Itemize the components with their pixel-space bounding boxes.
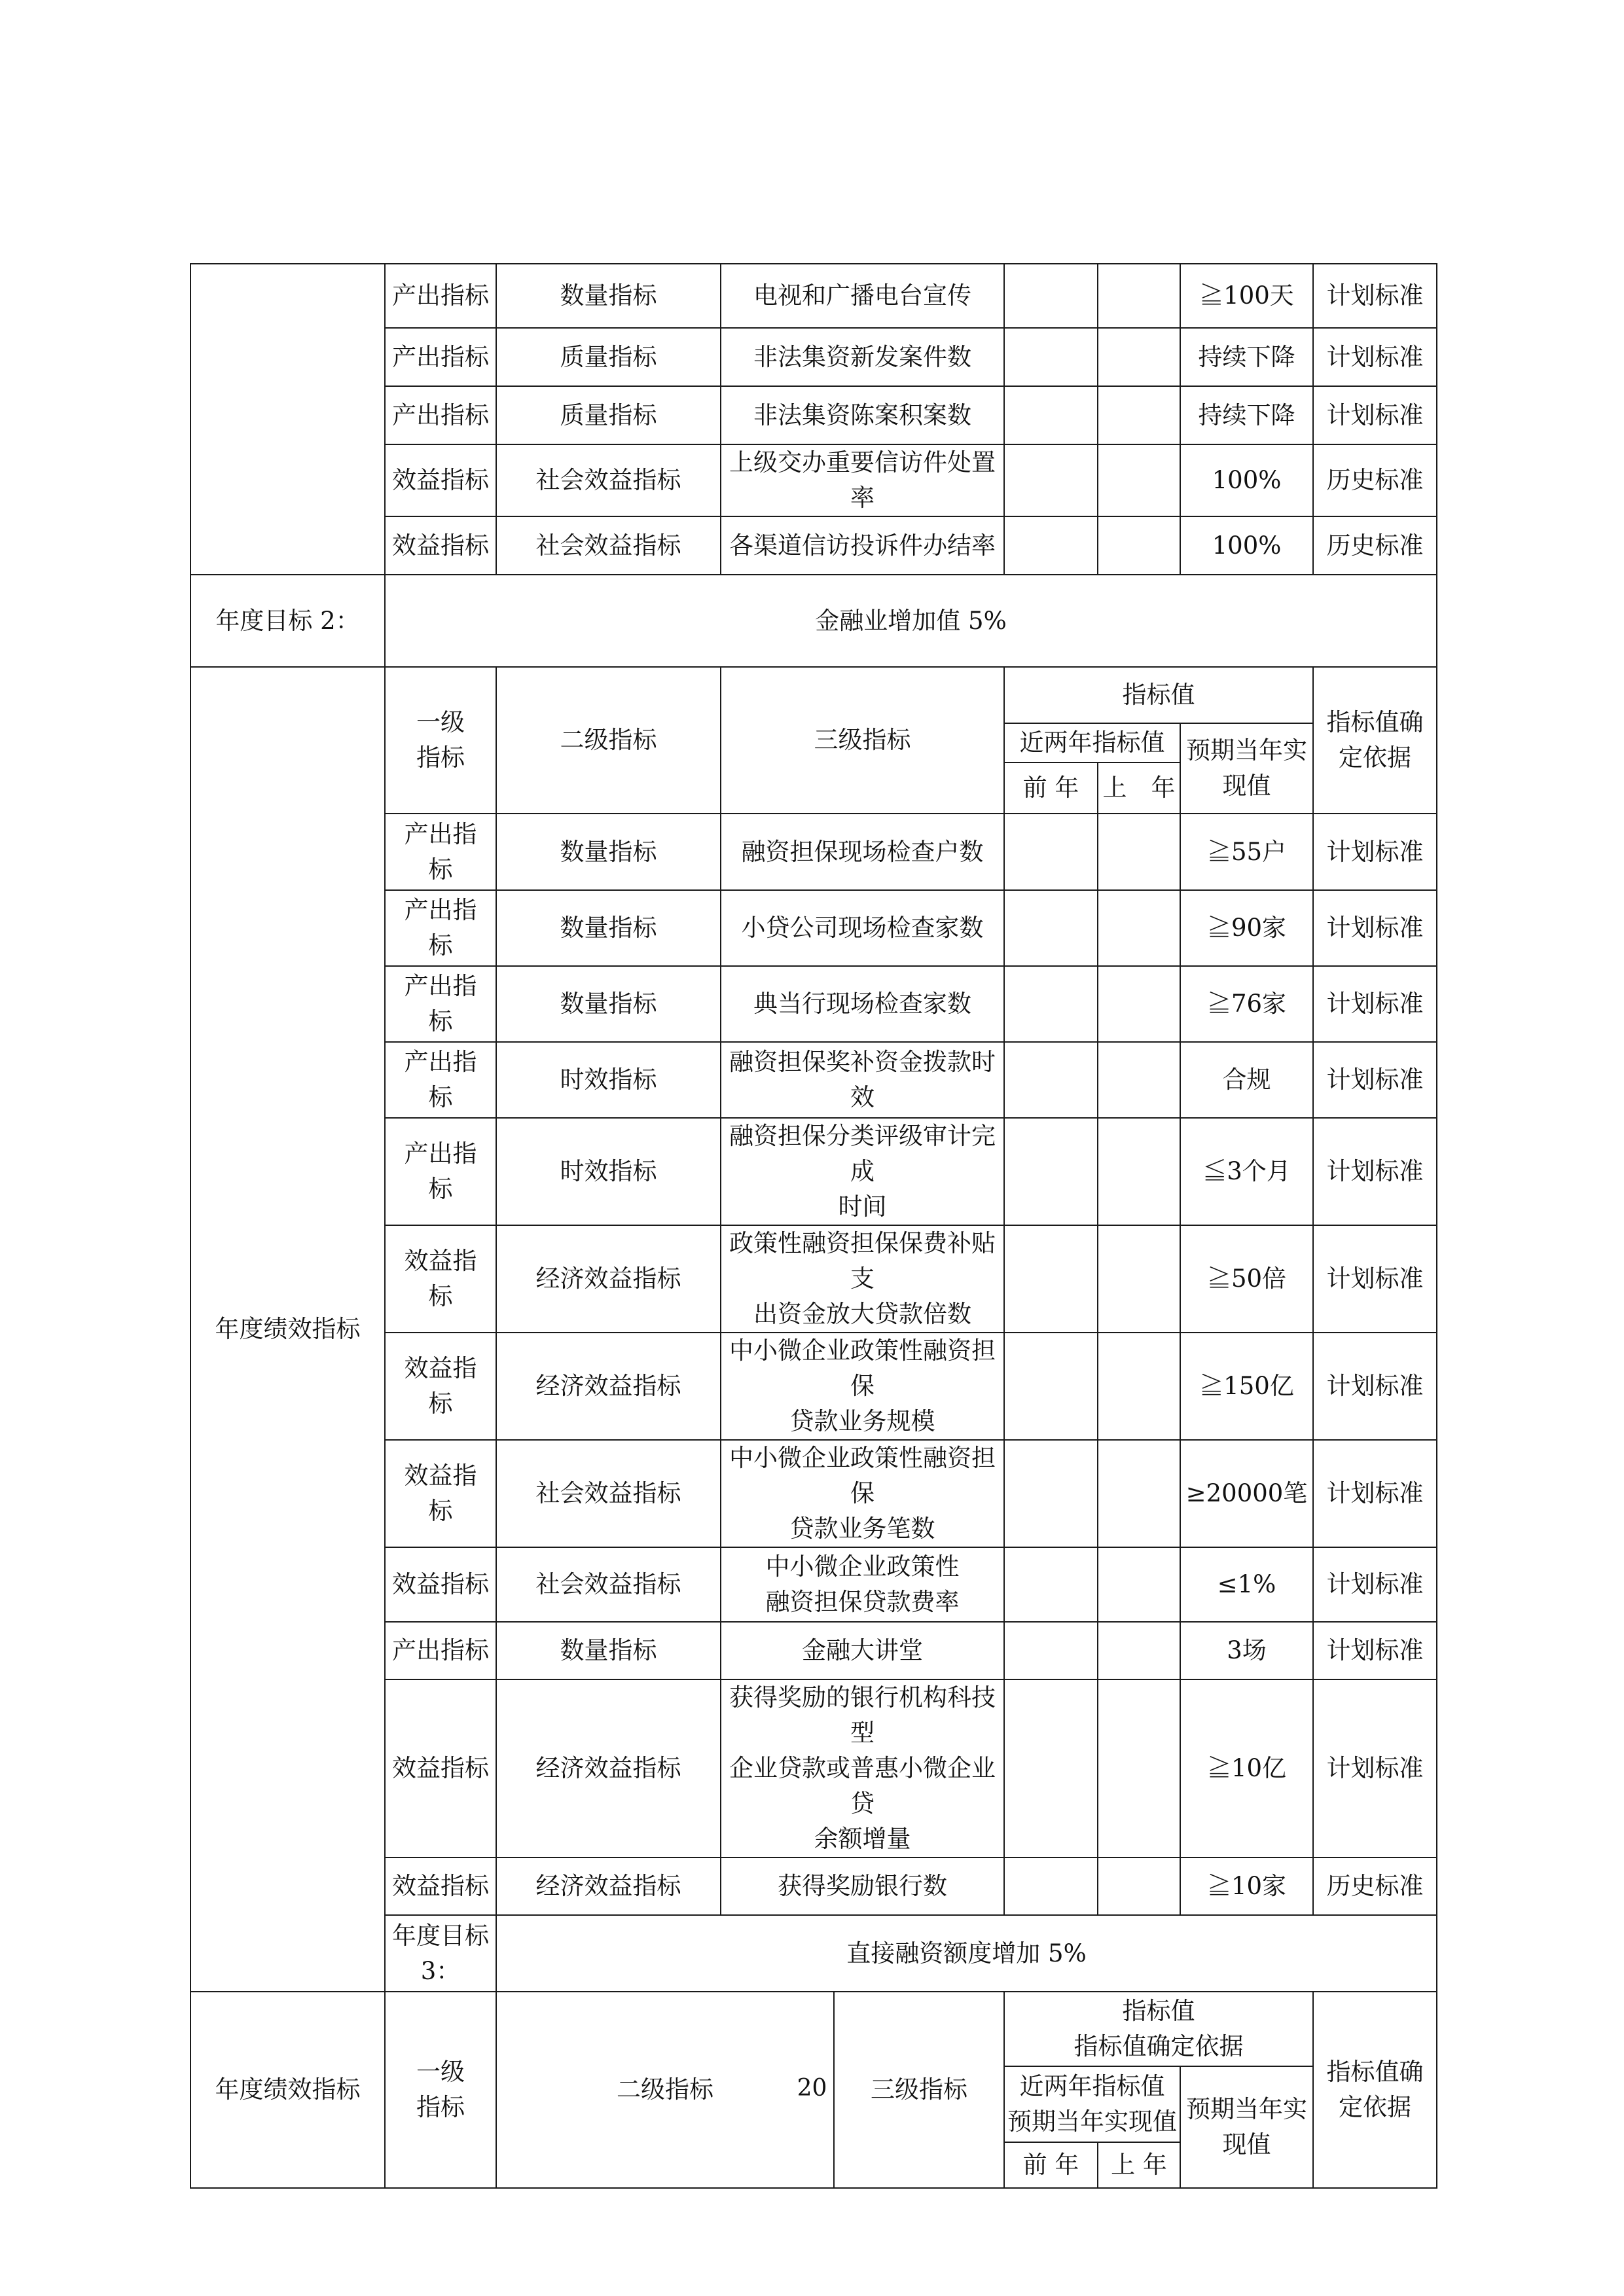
basis-cell: 历史标准 [1313,516,1437,575]
level2-cell: 社会效益指标 [496,1547,721,1622]
level3-cell: 电视和广播电台宣传 [721,264,1004,328]
expected-value-cell: ≤1% [1180,1547,1313,1622]
level2-cell: 质量指标 [496,328,721,386]
prev-year-cell [1004,1857,1098,1915]
prev-year-cell [1004,516,1098,575]
prev-year-cell [1004,444,1098,516]
level3-cell: 非法集资新发案件数 [721,328,1004,386]
basis-cell: 计划标准 [1313,264,1437,328]
expected-value-cell: ≧150亿 [1180,1333,1313,1440]
level1-cell: 产出指 标 [385,890,496,966]
page-number: 20 [797,2075,827,2102]
level1-cell: 效益指标 [385,1679,496,1857]
level2-cell: 时效指标 [496,1042,721,1118]
header-prev-year: 前 年 [1004,2142,1098,2188]
last-year-cell [1098,1042,1180,1118]
header-level1: 一级 指标 [385,1992,496,2188]
level3-cell: 融资担保分类评级审计完成 时间 [721,1118,1004,1225]
basis-cell: 历史标准 [1313,1857,1437,1915]
goal-label: 年度目标 2： [190,575,385,667]
last-year-cell [1098,1622,1180,1679]
continued-label-cell [190,264,385,575]
level3-cell: 小贷公司现场检查家数 [721,890,1004,966]
prev-year-cell [1004,1333,1098,1440]
expected-value-cell: 持续下降 [1180,328,1313,386]
basis-cell: 计划标准 [1313,1679,1437,1857]
header-basis: 指标值确 定依据 [1313,667,1437,814]
prev-year-cell [1004,1440,1098,1547]
level3-cell: 中小微企业政策性融资担保 贷款业务笔数 [721,1440,1004,1547]
level3-cell: 金融大讲堂 [721,1622,1004,1679]
level2-cell: 数量指标 [496,1622,721,1679]
basis-cell: 计划标准 [1313,1622,1437,1679]
basis-cell: 计划标准 [1313,328,1437,386]
expected-value-cell: ≧90家 [1180,890,1313,966]
basis-cell: 计划标准 [1313,890,1437,966]
level2-cell: 数量指标 [496,814,721,890]
last-year-cell [1098,1333,1180,1440]
level1-cell: 产出指 标 [385,966,496,1042]
expected-value-cell: 合规 [1180,1042,1313,1118]
level2-cell: 社会效益指标 [496,444,721,516]
prev-year-cell [1004,328,1098,386]
basis-cell: 历史标准 [1313,444,1437,516]
expected-value-cell: ≧50倍 [1180,1225,1313,1333]
section-label: 年度绩效指标 [190,667,385,1992]
level2-cell: 数量指标 [496,264,721,328]
expected-value-cell: 持续下降 [1180,386,1313,444]
header-level3: 三级指标 [834,1992,1004,2188]
last-year-cell [1098,1225,1180,1333]
level3-cell: 上级交办重要信访件处置率 [721,444,1004,516]
level1-cell: 产出指 标 [385,814,496,890]
goal-label: 年度目标 3： [385,1915,496,1992]
level3-cell: 中小微企业政策性融资担保 贷款业务规模 [721,1333,1004,1440]
last-year-cell [1098,890,1180,966]
header-expected: 预期当年实 现值 [1180,723,1313,814]
header-last-year: 上 年 [1098,762,1180,814]
basis-cell: 计划标准 [1313,966,1437,1042]
header-indicator-value: 指标值 [1004,667,1313,723]
level3-cell: 融资担保现场检查户数 [721,814,1004,890]
basis-cell: 计划标准 [1313,1440,1437,1547]
header-indicator-value: 指标值 指标值确定依据 [1004,1992,1313,2066]
level2-cell: 经济效益指标 [496,1333,721,1440]
expected-value-cell: ≥20000笔 [1180,1440,1313,1547]
last-year-cell [1098,386,1180,444]
performance-indicator-table [190,263,1437,2189]
prev-year-cell [1004,1042,1098,1118]
header-recent-two-years: 近两年指标值 预期当年实现值 [1004,2066,1180,2142]
expected-value-cell: 100% [1180,516,1313,575]
last-year-cell [1098,1857,1180,1915]
level2-cell: 数量指标 [496,966,721,1042]
header-last-year: 上 年 [1098,2142,1180,2188]
expected-value-cell: ≧100天 [1180,264,1313,328]
level3-cell: 各渠道信访投诉件办结率 [721,516,1004,575]
level1-cell: 产出指标 [385,1622,496,1679]
basis-cell: 计划标准 [1313,1042,1437,1118]
expected-value-cell: ≧10家 [1180,1857,1313,1915]
level3-cell: 融资担保奖补资金拨款时效 [721,1042,1004,1118]
basis-cell: 计划标准 [1313,1333,1437,1440]
level1-cell: 产出指标 [385,328,496,386]
prev-year-cell [1004,966,1098,1042]
header-level2: 二级指标 [496,1992,834,2188]
last-year-cell [1098,264,1180,328]
header-basis: 指标值确 定依据 [1313,1992,1437,2188]
header-row [190,1992,1437,2066]
prev-year-cell [1004,386,1098,444]
level2-cell: 社会效益指标 [496,1440,721,1547]
prev-year-cell [1004,264,1098,328]
goal-row [190,575,1437,667]
level1-cell: 效益指标 [385,1857,496,1915]
level2-cell: 经济效益指标 [496,1225,721,1333]
header-level2: 二级指标 [496,667,721,814]
header-level3: 三级指标 [721,667,1004,814]
header-recent-two-years: 近两年指标值 [1004,723,1180,762]
prev-year-cell [1004,1118,1098,1225]
last-year-cell [1098,814,1180,890]
header-row [190,667,1437,723]
expected-value-cell: ≧55户 [1180,814,1313,890]
last-year-cell [1098,516,1180,575]
section-label: 年度绩效指标 [190,1992,385,2188]
expected-value-cell: 3场 [1180,1622,1313,1679]
header-expected: 预期当年实 现值 [1180,2066,1313,2188]
level3-cell: 政策性融资担保保费补贴支 出资金放大贷款倍数 [721,1225,1004,1333]
basis-cell: 计划标准 [1313,1118,1437,1225]
prev-year-cell [1004,814,1098,890]
level2-cell: 时效指标 [496,1118,721,1225]
level1-cell: 产出指标 [385,264,496,328]
level2-cell: 数量指标 [496,890,721,966]
basis-cell: 计划标准 [1313,1547,1437,1622]
level1-cell: 效益指 标 [385,1225,496,1333]
header-level1: 一级 指标 [385,667,496,814]
expected-value-cell: ≦3个月 [1180,1118,1313,1225]
last-year-cell [1098,1547,1180,1622]
last-year-cell [1098,444,1180,516]
level2-cell: 质量指标 [496,386,721,444]
basis-cell: 计划标准 [1313,386,1437,444]
prev-year-cell [1004,1547,1098,1622]
level1-cell: 产出指标 [385,386,496,444]
level1-cell: 效益指 标 [385,1440,496,1547]
table-row [190,264,1437,328]
expected-value-cell: 100% [1180,444,1313,516]
basis-cell: 计划标准 [1313,814,1437,890]
prev-year-cell [1004,1679,1098,1857]
level3-cell: 非法集资陈案积案数 [721,386,1004,444]
level1-cell: 产出指 标 [385,1118,496,1225]
level2-cell: 经济效益指标 [496,1679,721,1857]
expected-value-cell: ≧10亿 [1180,1679,1313,1857]
expected-value-cell: ≧76家 [1180,966,1313,1042]
prev-year-cell [1004,1622,1098,1679]
goal-text: 直接融资额度增加 5% [496,1915,1437,1992]
level1-cell: 效益指标 [385,444,496,516]
last-year-cell [1098,328,1180,386]
header-prev-year: 前 年 [1004,762,1098,814]
level1-cell: 效益指标 [385,1547,496,1622]
last-year-cell [1098,1679,1180,1857]
level3-cell: 获得奖励的银行机构科技型 企业贷款或普惠小微企业贷 余额增量 [721,1679,1004,1857]
prev-year-cell [1004,890,1098,966]
level2-cell: 经济效益指标 [496,1857,721,1915]
level2-cell: 社会效益指标 [496,516,721,575]
basis-cell: 计划标准 [1313,1225,1437,1333]
goal-text: 金融业增加值 5% [385,575,1437,667]
level3-cell: 获得奖励银行数 [721,1857,1004,1915]
prev-year-cell [1004,1225,1098,1333]
last-year-cell [1098,966,1180,1042]
last-year-cell [1098,1440,1180,1547]
level1-cell: 效益指标 [385,516,496,575]
last-year-cell [1098,1118,1180,1225]
level3-cell: 典当行现场检查家数 [721,966,1004,1042]
level1-cell: 效益指 标 [385,1333,496,1440]
level1-cell: 产出指 标 [385,1042,496,1118]
level3-cell: 中小微企业政策性 融资担保贷款费率 [721,1547,1004,1622]
